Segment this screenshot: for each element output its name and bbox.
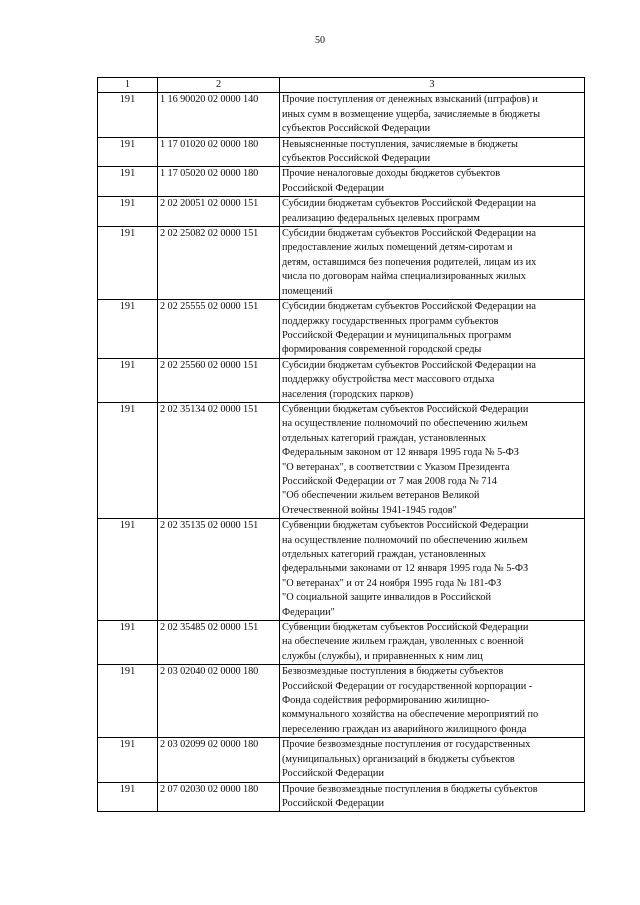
- description-line: Субсидии бюджетам субъектов Российской Федерации на: [282, 198, 537, 210]
- description-line: "О ветеранах" и от 24 ноября 1995 года № 181-ФЗ: [282, 577, 502, 589]
- description-line: Федерации": [282, 606, 335, 618]
- revenue-code-cell: 2 02 20051 02 0000 151: [158, 197, 280, 227]
- description-line: Невыясненные поступления, зачисляемые в бюджеты: [282, 138, 518, 150]
- description-line: Прочие неналоговые доходы бюджетов субъектов: [282, 168, 501, 180]
- description-cell: [280, 621, 585, 665]
- description-cell: [280, 358, 585, 402]
- description-cell: [280, 197, 585, 227]
- admin-code-cell: 191: [98, 300, 158, 359]
- revenue-code-cell: 2 07 02030 02 0000 180: [158, 782, 280, 812]
- table-row: [98, 519, 585, 621]
- description-cell: [280, 519, 585, 621]
- description-line: службы (службы), и приравненных к ним лиц: [282, 650, 483, 662]
- description-line: на обеспечение жильем граждан, уволенных с военной: [282, 636, 524, 648]
- description-line: помещений: [282, 285, 333, 297]
- description-line: Субсидии бюджетам субъектов Российской Федерации на: [282, 359, 537, 371]
- description-line: на осуществление полномочий по обеспечению жильем: [282, 418, 528, 430]
- admin-code-cell: 191: [98, 93, 158, 137]
- table-header-row: [98, 78, 585, 93]
- description-line: Отечественной войны 1941-1945 годов": [282, 504, 457, 516]
- header-col-1: 1: [98, 78, 158, 93]
- revenue-codes-table: [97, 77, 585, 812]
- description-cell: [280, 738, 585, 782]
- revenue-code-cell: 2 02 25082 02 0000 151: [158, 227, 280, 300]
- description-line: Субвенции бюджетам субъектов Российской Федерации: [282, 622, 529, 634]
- description-line: (муниципальных) организаций в бюджеты субъектов: [282, 753, 515, 765]
- revenue-code-cell: 2 03 02099 02 0000 180: [158, 738, 280, 782]
- header-col-3: 3: [280, 78, 585, 93]
- description-line: предоставление жилых помещений детям-сиротам и: [282, 242, 513, 254]
- description-cell: [280, 782, 585, 812]
- description-line: "Об обеспечении жильем ветеранов Великой: [282, 490, 480, 502]
- description-line: "О социальной защите инвалидов в Российской: [282, 592, 491, 604]
- header-col-2: 2: [158, 78, 280, 93]
- admin-code-cell: 191: [98, 782, 158, 812]
- admin-code-cell: 191: [98, 402, 158, 518]
- description-line: реализацию федеральных целевых программ: [282, 212, 480, 224]
- revenue-code-cell: 2 02 35134 02 0000 151: [158, 402, 280, 518]
- description-cell: [280, 137, 585, 167]
- description-line: субъектов Российской Федерации: [282, 123, 431, 135]
- description-line: Фонда содействия реформированию жилищно-: [282, 695, 490, 707]
- revenue-code-cell: 1 17 05020 02 0000 180: [158, 167, 280, 197]
- description-line: Российской Федерации от 7 мая 2008 года № 714: [282, 475, 497, 487]
- table-row: [98, 167, 585, 197]
- admin-code-cell: 191: [98, 358, 158, 402]
- description-line: Российской Федерации и муниципальных программ: [282, 329, 512, 341]
- page-number: 50: [315, 35, 325, 46]
- description-line: Субвенции бюджетам субъектов Российской Федерации: [282, 403, 529, 415]
- revenue-code-cell: 2 02 25560 02 0000 151: [158, 358, 280, 402]
- description-cell: [280, 93, 585, 137]
- description-line: Субсидии бюджетам субъектов Российской Федерации на: [282, 301, 537, 313]
- description-line: отдельных категорий граждан, установленных: [282, 432, 486, 444]
- revenue-code-cell: 2 02 35135 02 0000 151: [158, 519, 280, 621]
- table-row: [98, 665, 585, 738]
- description-line: формирования современной городской среды: [282, 344, 482, 356]
- description-line: федеральными законами от 12 января 1995 года № 5-ФЗ: [282, 563, 529, 575]
- description-cell: [280, 227, 585, 300]
- table-row: [98, 738, 585, 782]
- admin-code-cell: 191: [98, 621, 158, 665]
- description-line: иных сумм в возмещение ущерба, зачисляемые в бюджеты: [282, 108, 541, 120]
- description-line: отдельных категорий граждан, установленных: [282, 549, 486, 560]
- description-line: Российской Федерации: [282, 182, 384, 194]
- admin-code-cell: 191: [98, 137, 158, 167]
- description-cell: [280, 300, 585, 359]
- description-line: Прочие поступления от денежных взысканий (штрафов) и: [282, 94, 538, 106]
- revenue-code-cell: 1 16 90020 02 0000 140: [158, 93, 280, 137]
- revenue-code-cell: 1 17 01020 02 0000 180: [158, 137, 280, 167]
- table-row: [98, 402, 585, 518]
- description-line: поддержку государственных программ субъектов: [282, 315, 499, 327]
- description-line: субъектов Российской Федерации: [282, 153, 431, 165]
- table-row: [98, 358, 585, 402]
- description-line: поддержку обустройства мест массового отдыха: [282, 374, 495, 386]
- admin-code-cell: 191: [98, 197, 158, 227]
- description-cell: [280, 665, 585, 738]
- description-line: Безвозмездные поступления в бюджеты субъектов: [282, 666, 504, 678]
- description-cell: [280, 167, 585, 197]
- revenue-code-cell: 2 02 35485 02 0000 151: [158, 621, 280, 665]
- description-line: детям, оставшимся без попечения родителей, лицам из их: [282, 256, 537, 268]
- table-row: [98, 137, 585, 167]
- description-line: на осуществление полномочий по обеспечению жильем: [282, 534, 528, 546]
- description-line: Субсидии бюджетам субъектов Российской Федерации на: [282, 228, 537, 240]
- revenue-code-cell: 2 03 02040 02 0000 180: [158, 665, 280, 738]
- description-line: Российской Федерации: [282, 768, 384, 780]
- description-line: числа по договорам найма специализированных жилых: [282, 271, 526, 283]
- admin-code-cell: 191: [98, 665, 158, 738]
- table-row: [98, 782, 585, 812]
- admin-code-cell: 191: [98, 227, 158, 300]
- table-row: [98, 621, 585, 665]
- admin-code-cell: 191: [98, 167, 158, 197]
- revenue-code-cell: 2 02 25555 02 0000 151: [158, 300, 280, 359]
- description-line: Российской Федерации от государственной корпорации -: [282, 680, 533, 692]
- description-line: "О ветеранах", в соответствии с Указом Президента: [282, 461, 510, 473]
- description-line: переселению граждан из аварийного жилищного фонда: [282, 723, 527, 735]
- admin-code-cell: 191: [98, 738, 158, 782]
- description-line: Федеральным законом от 12 января 1995 года № 5-ФЗ: [282, 447, 519, 459]
- description-line: населения (городских парков): [282, 388, 414, 400]
- table-row: [98, 93, 585, 137]
- table-row: [98, 197, 585, 227]
- description-line: Российской Федерации: [282, 797, 384, 809]
- description-line: Прочие безвозмездные поступления от государственных: [282, 739, 531, 751]
- admin-code-cell: 191: [98, 519, 158, 621]
- description-cell: [280, 402, 585, 518]
- description-line: коммунального хозяйства на обеспечение мероприятий по: [282, 709, 539, 721]
- description-line: Субвенции бюджетам субъектов Российской Федерации: [282, 520, 529, 532]
- description-line: Прочие безвозмездные поступления в бюджеты субъектов: [282, 783, 538, 795]
- table-row: [98, 300, 585, 359]
- table-row: [98, 227, 585, 300]
